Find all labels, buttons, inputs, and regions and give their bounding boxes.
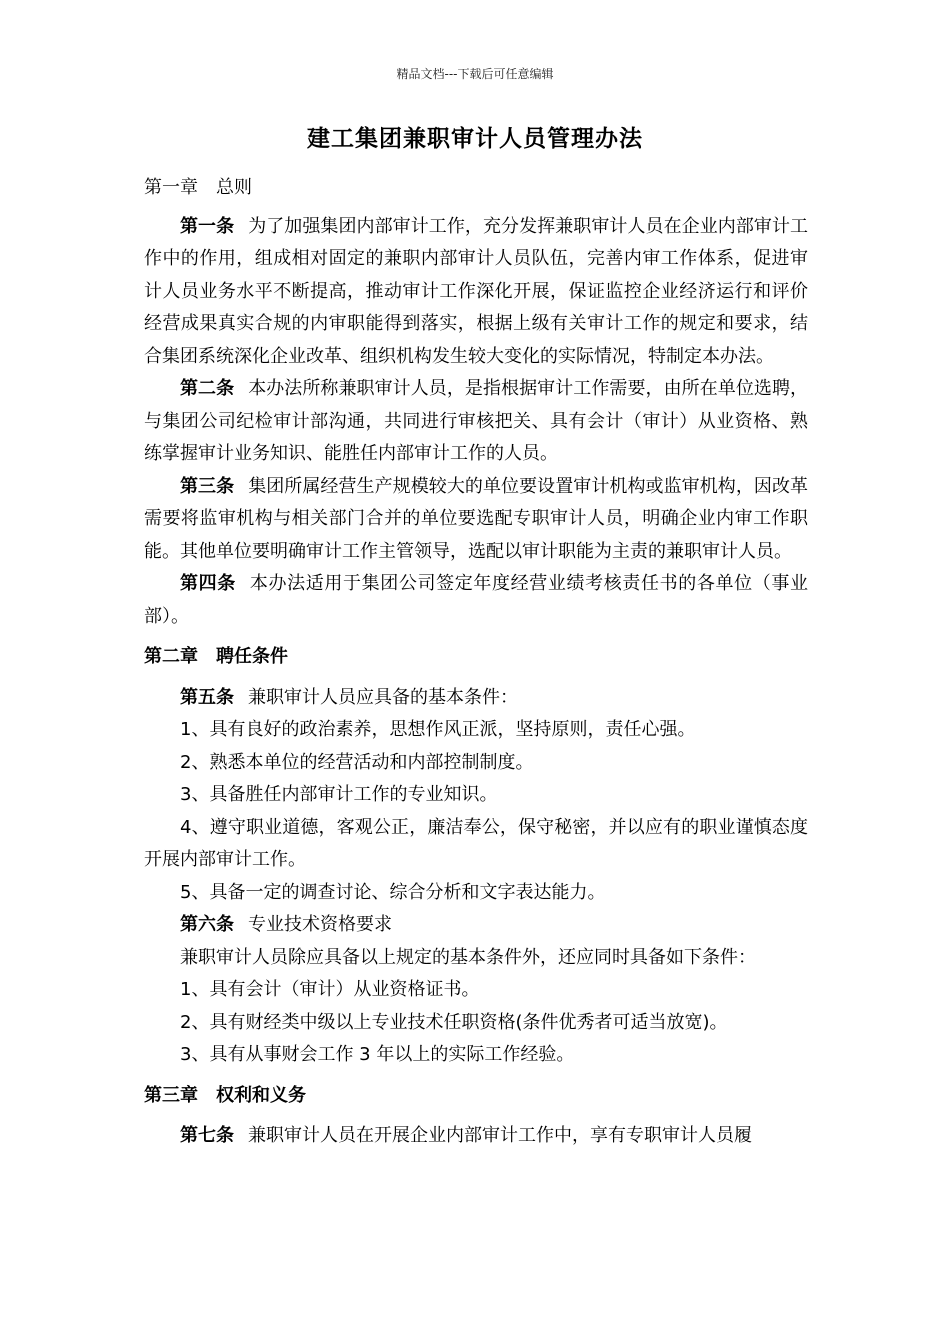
article-label: 第四条 — [180, 573, 236, 594]
article-label: 第二条 — [180, 378, 235, 399]
chapter-heading-3: 第三章 权利和义务 — [144, 1084, 306, 1106]
article-text: 集团所属经营生产规模较大的单位要设置审计机构或监审机构，因改革需要将监审机构与相关部门合并的单位要选配专职审计人员，明确企业内审工作职能。其他单位要明确审计工作主管领导，选配以审计职能为主责的兼职审计人员。 — [144, 475, 809, 562]
list-item: 3、具备胜任内部审计工作的专业知识。 — [180, 784, 498, 805]
article-label: 第一条 — [180, 215, 235, 237]
article-text: 兼职审计人员应具备的基本条件： — [248, 686, 518, 708]
article-6 — [144, 909, 808, 942]
article-2 — [144, 373, 808, 471]
list-item: 5、具备一定的调查讨论、综合分析和文字表达能力。 — [180, 881, 606, 903]
document-title: 建工集团兼职审计人员管理办法 — [307, 126, 643, 152]
list-item: 1、具有会计（审计）从业资格证书。 — [180, 979, 480, 1000]
article-label: 第三条 — [180, 475, 235, 497]
list-item: 3、具有从事财会工作 3 年以上的实际工作经验。 — [180, 1044, 575, 1065]
article-7 — [144, 1120, 808, 1153]
list-item: 1、具有良好的政治素养，思想作风正派，坚持原则，责任心强。 — [180, 719, 696, 740]
article-text: 兼职审计人员在开展企业内部审计工作中，享有专职审计人员履 — [248, 1125, 752, 1146]
chapter-heading-1: 第一章 总则 — [144, 177, 252, 198]
article-text: 为了加强集团内部审计工作，充分发挥兼职审计人员在企业内部审计工作中的作用，组成相对固定的兼职内部审计人员队伍，完善内审工作体系，促进审计人员业务水平不断提高，推动审计工作深化开展，保证监控企业经济运行和评价经营成果真实合规的内审职能得到落实，根据上级有关审计工作的规定和要求，结合集团系统深化企业改革、组织机构发生较大变化的实际情况，特制定本办法。 — [144, 215, 809, 367]
list-item: 2、具有财经类中级以上专业技术任职资格(条件优秀者可适当放宽)。 — [180, 1011, 728, 1033]
article-text: 本办法适用于集团公司签定年度经营业绩考核责任书的各单位（事业部）。 — [144, 573, 808, 627]
list-item: 2、熟悉本单位的经营活动和内部控制制度。 — [180, 751, 534, 773]
article-4 — [144, 568, 808, 633]
article-text: 专业技术资格要求 — [248, 914, 392, 935]
list-item: 4、遵守职业道德，客观公正，廉洁奉公，保守秘密，并以应有的职业谨慎态度开展内部审计工作。 — [144, 816, 808, 870]
page-header: 精品文档---下载后可任意编辑 — [396, 67, 554, 81]
article-1 — [144, 211, 808, 374]
article-text: 本办法所称兼职审计人员，是指根据审计工作需要，由所在单位选聘，与集团公司纪检审计部沟通，共同进行审核把关、具有会计（审计）从业资格、熟练掌握审计业务知识、能胜任内部审计工作的人员。 — [144, 378, 809, 464]
article-intro: 兼职审计人员除应具备以上规定的基本条件外，还应同时具备如下条件： — [180, 946, 756, 968]
article-3 — [144, 471, 808, 569]
article-label: 第六条 — [180, 914, 234, 935]
article-label: 第五条 — [180, 686, 234, 708]
article-5 — [144, 682, 808, 715]
article-label: 第七条 — [180, 1125, 234, 1146]
document-body — [144, 172, 808, 1153]
chapter-heading-2: 第二章 聘任条件 — [144, 646, 288, 667]
